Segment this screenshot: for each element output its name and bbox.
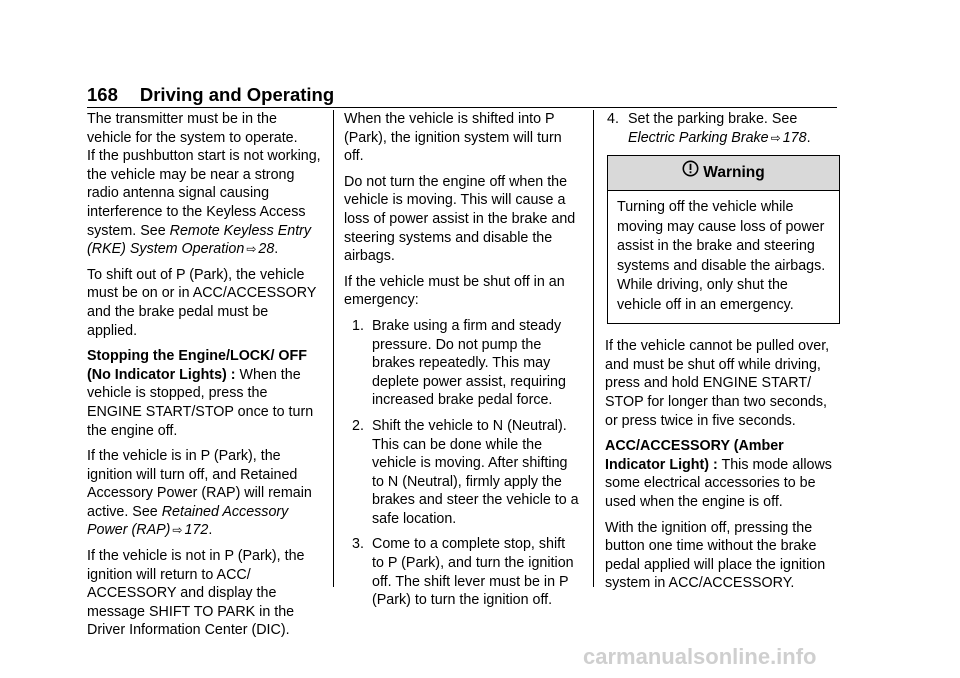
step-text: Shift the vehicle to N (Neutral). This can be done while the vehicle is moving. After shifting to N (Neutral), firmly apply the brakes and steer the vehicle to a safe location. — [372, 417, 579, 527]
list-item — [344, 535, 580, 609]
page-ref-arrow-icon: ⇨ — [172, 523, 183, 538]
warning-title: Warning — [703, 164, 765, 182]
paragraph: If the vehicle is in P (Park), the ignition will turn off, and Retained Accessory Power (RAP) will remain active. See Retained Accessory Power (RAP) ⇨ 172. — [87, 448, 312, 539]
paragraph: With the ignition off, pressing the button one time without the brake pedal applied will place the ignition system in ACC/ACCESSORY. — [605, 519, 826, 592]
step-text: Set the parking brake. See — [628, 111, 798, 127]
cross-reference-page[interactable]: 172 — [184, 522, 209, 539]
paragraph: When the vehicle is shifted into P (Park), the ignition system will turn off. — [344, 111, 562, 165]
column-3 — [605, 110, 840, 600]
column-divider — [593, 110, 594, 587]
page-ref-arrow-icon: ⇨ — [770, 130, 781, 145]
emergency-steps-list — [344, 317, 580, 610]
paragraph: If the vehicle cannot be pulled over, and must be shut off while driving, press and hold ENGINE START/ STOP for longer than two seconds, or press twice in five seconds. — [605, 338, 830, 429]
list-item — [344, 317, 580, 410]
list-item: 4. Set the parking brake. See Electric Parking Brake ⇨ 178. — [607, 111, 811, 146]
warning-text: Turning off the vehicle while moving may cause loss of power assist in the brake and steering systems and disable the airbags. While driving, only shut the vehicle off in an emergency. — [617, 199, 826, 313]
page-header — [87, 84, 334, 107]
cross-reference-link[interactable]: Retained Accessory Power (RAP) — [87, 503, 289, 539]
paragraph: If the vehicle is not in P (Park), the ignition will return to ACC/ ACCESSORY and display the message SHIFT TO PARK in the Driver Information Center (DIC). — [87, 548, 305, 639]
warning-box — [607, 155, 840, 324]
list-item — [344, 417, 580, 529]
watermark: carmanualsonline.info — [583, 644, 817, 669]
subheading: ACC/ACCESSORY (Amber Indicator Light) : — [605, 438, 784, 473]
paragraph — [87, 347, 322, 440]
paragraph: To shift out of P (Park), the vehicle must be on or in ACC/ACCESSORY and the brake pedal must be applied. — [87, 266, 317, 339]
step-number: 3. — [352, 536, 364, 553]
column-1 — [87, 110, 322, 647]
step-number: 1. — [352, 317, 364, 334]
paragraph: The transmitter must be in the vehicle for the system to operate. — [87, 111, 298, 146]
page-number: 168 — [87, 84, 118, 105]
paragraph: If the vehicle must be shut off in an emergency: — [344, 273, 565, 309]
step-text: Brake using a firm and steady pressure. Do not pump the brakes repeatedly. This may deplete power assist, requiring increased brake pedal force. — [372, 317, 566, 409]
paragraph: Do not turn the engine off when the vehicle is moving. This will cause a loss of power assist in the brake and steering systems and disable the airbags. — [344, 173, 576, 265]
column-2 — [344, 110, 580, 617]
section-title: Driving and Operating — [139, 84, 335, 105]
warning-icon — [682, 156, 699, 190]
step-number: 4. — [607, 111, 619, 127]
warning-header — [608, 156, 839, 191]
cross-reference-page[interactable]: 28 — [258, 241, 275, 258]
emergency-steps-list-continued — [605, 110, 840, 147]
cross-reference-page[interactable]: 178 — [782, 129, 807, 146]
step-text: Come to a complete stop, shift to P (Park), and turn the ignition off. The shift lever must be in P (Park) to turn the ignition off. — [372, 536, 574, 609]
step-number: 2. — [352, 417, 364, 434]
paragraph-text: When the vehicle is stopped, press the ENGINE START/STOP once to turn the engine off. — [87, 366, 314, 439]
cross-reference-link[interactable]: Electric Parking Brake — [628, 129, 769, 146]
paragraph: If the pushbutton start is not working, the vehicle may be near a strong radio antenna signal causing interference to the Keyless Access system. See Remote Keyless Entry (RKE) System Operation ⇨ 28. — [87, 148, 321, 258]
paragraph-text: If the pushbutton start is not working, the vehicle may be near a strong radio antenna signal causing interference to the Keyless Access system. See — [87, 148, 321, 239]
cross-reference-link[interactable]: Remote Keyless Entry (RKE) System Operation — [87, 222, 312, 258]
subheading: Stopping the Engine/LOCK/ OFF (No Indicator Lights) : — [87, 348, 307, 383]
column-divider — [333, 110, 334, 587]
header-rule — [87, 107, 837, 108]
paragraph-text: If the vehicle is in P (Park), the ignition will turn off, and Retained Accessory Power (RAP) will remain active. See — [87, 448, 312, 520]
paragraph — [605, 437, 840, 511]
page-ref-arrow-icon: ⇨ — [246, 242, 257, 257]
paragraph-text: This mode allows some electrical accessories to be used when the engine is off. — [605, 456, 832, 510]
